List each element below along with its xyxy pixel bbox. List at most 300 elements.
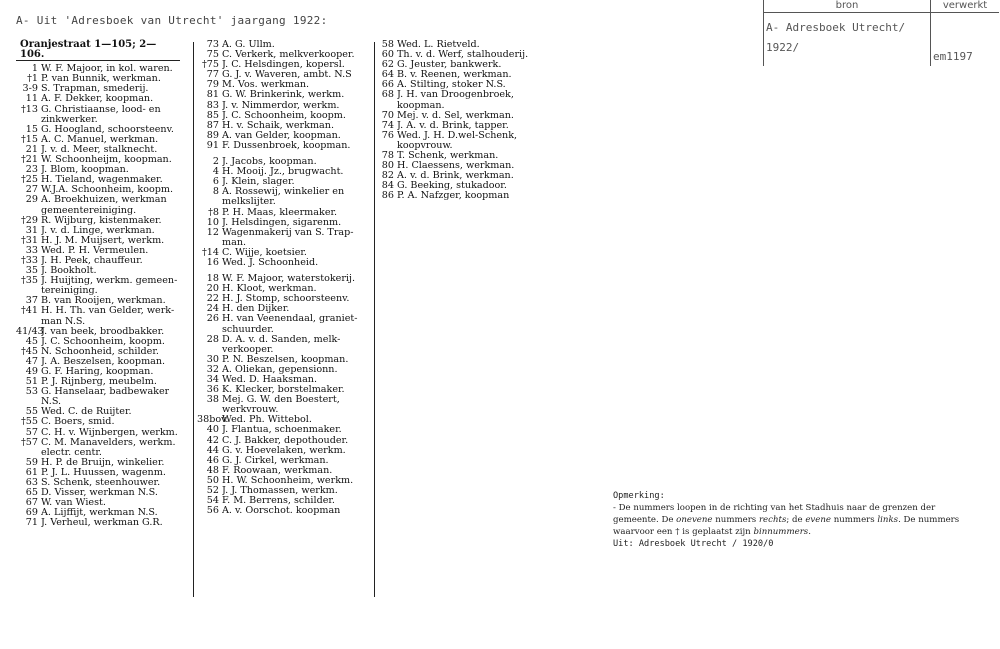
house-number: 41/43: [16, 325, 44, 337]
house-number: 61: [25, 466, 38, 478]
directory-entry: [16, 145, 191, 155]
resident-entry-continuation: verkooper.: [222, 343, 274, 355]
resident-entry: J. J. Thomassen, werkm.: [222, 486, 338, 497]
resident-entry: G. Christiaanse, lood- en: [41, 104, 161, 115]
directory-entry: [16, 407, 191, 417]
directory-entry: [197, 60, 379, 70]
house-number: 34: [206, 374, 219, 385]
house-number: 89: [206, 129, 219, 141]
source-table: [763, 0, 999, 66]
resident-entry: B. v. Reenen, werkman.: [397, 70, 512, 81]
house-number: 65: [25, 487, 38, 499]
house-number: 68: [381, 89, 394, 101]
resident-entry: Mej. v. d. Sel, werkman.: [397, 110, 514, 121]
directory-entry: [197, 208, 379, 218]
house-number: 76: [381, 129, 394, 141]
house-number: 69: [25, 507, 38, 519]
directory-entry: [16, 64, 191, 74]
house-number: 71: [25, 517, 38, 529]
remark-line-2: gemeente. De onevene nummers rechts; de evene nummers links. De nummers: [613, 515, 960, 525]
resident-entry: J. Bookholt.: [41, 266, 97, 277]
resident-entry: G. Hoogland, schoorsteenv.: [41, 124, 174, 135]
house-number: †55: [20, 416, 38, 428]
directory-entry: [197, 80, 379, 90]
house-number: 4: [212, 166, 219, 178]
directory-entry: [372, 151, 552, 161]
house-number: †8: [208, 206, 219, 218]
resident-entry: R. Wijburg, kistenmaker.: [41, 215, 162, 226]
directory-entry: [16, 417, 191, 427]
resident-entry: W. Schoonheijm, koopman.: [41, 155, 172, 166]
resident-entry: T. Schenk, werkman.: [397, 151, 499, 162]
house-number: 38: [206, 394, 219, 406]
house-number: 80: [381, 160, 394, 172]
directory-entry: [197, 131, 379, 141]
source-column-header: bron: [763, 0, 930, 13]
house-number: †33: [20, 254, 38, 266]
resident-entry: A. F. Dekker, koopman.: [41, 94, 154, 105]
resident-entry: Wed. L. Rietveld.: [397, 40, 480, 50]
house-number: 28: [206, 333, 219, 345]
resident-entry-continuation: man.: [222, 236, 247, 248]
house-number: 81: [206, 89, 219, 101]
directory-column-3: [372, 40, 552, 202]
resident-entry: F. M. Berrens, schilder.: [222, 496, 335, 507]
resident-entry: F. Dussenbroek, koopman.: [222, 140, 351, 151]
directory-entry: [16, 518, 191, 528]
resident-entry: G. F. Haring, koopman.: [41, 367, 154, 377]
house-number: 75: [206, 49, 219, 61]
directory-entry: [16, 498, 191, 508]
house-number: 16: [206, 256, 219, 268]
house-number: 78: [381, 150, 394, 162]
directory-entry: [197, 506, 379, 516]
house-number: 11: [25, 93, 38, 105]
house-number: 87: [206, 119, 219, 131]
resident-entry-continuation: tereiniging.: [41, 285, 98, 297]
house-number: 27: [25, 184, 38, 196]
directory-entry: [197, 456, 379, 466]
resident-entry: H. den Dijker.: [222, 304, 290, 315]
house-number: 46: [206, 454, 219, 466]
resident-entry: J. Flantua, schoenmaker.: [222, 425, 342, 436]
resident-entry: A. Rossewij, winkelier en: [222, 187, 345, 198]
house-number: 44: [206, 444, 219, 456]
house-number: 26: [206, 313, 219, 325]
directory-column-2: [197, 40, 379, 516]
directory-entry: [197, 436, 379, 446]
directory-entry: [16, 256, 191, 266]
resident-entry: J. v. Nimmerdor, werkm.: [222, 100, 340, 111]
resident-entry: W. van Wiest.: [41, 498, 106, 509]
directory-entry: [197, 258, 379, 268]
street-title: Oranjestraat 1—105; 2—106.: [16, 40, 180, 61]
house-number: 86: [381, 190, 394, 202]
resident-entry: G. Beeking, stukadoor.: [397, 181, 507, 192]
resident-entry: G. W. Brinkerink, werkm.: [222, 90, 345, 101]
house-number: 18: [206, 273, 219, 285]
house-number: 62: [381, 59, 394, 71]
resident-entry: A. Oliekan, gepensionn.: [222, 364, 338, 375]
directory-entry: [372, 50, 552, 60]
house-number: †75: [201, 59, 219, 71]
directory-entry: [197, 101, 379, 111]
resident-entry: J. C. Schoonheim, koopm.: [41, 336, 165, 347]
resident-entry: D. Visser, werkman N.S.: [41, 488, 158, 499]
directory-entry: [16, 165, 191, 175]
house-number: †13: [20, 103, 38, 115]
house-number: 20: [206, 283, 219, 295]
source-value: A- Adresboek Utrecht/ 1922/: [766, 21, 906, 54]
resident-entry: J. Verheul, werkman G.R.: [41, 518, 163, 529]
page-header: A- Uit 'Adresboek van Utrecht' jaargang 1922:: [16, 14, 328, 27]
resident-entry: J. van beek, broodbakker.: [41, 326, 165, 337]
directory-entry: [372, 191, 552, 201]
directory-entry: [16, 347, 191, 357]
house-number: 15: [25, 123, 38, 135]
resident-entry: P. N. Beszelsen, koopman.: [222, 354, 349, 365]
remark-line-3: waarvoor een † is geplaatst zijn binnummers.: [613, 527, 811, 537]
house-number: 30: [206, 353, 219, 365]
resident-entry: C. Verkerk, melkverkooper.: [222, 50, 355, 61]
resident-entry: A. Stilting, stoker N.S.: [397, 80, 506, 91]
house-number: 10: [206, 216, 219, 228]
resident-entry-continuation: zinkwerker.: [41, 113, 98, 125]
resident-entry: P. J. Rijnberg, meubelm.: [41, 377, 157, 388]
directory-entry: [197, 167, 379, 177]
house-number: 53: [25, 386, 38, 398]
directory-entry: [197, 70, 379, 80]
resident-entry: W. F. Majoor, in kol. waren.: [41, 64, 173, 75]
remark-line-1: - De nummers loopen in de richting van het Stadhuis naar de grenzen der: [613, 503, 936, 513]
resident-entry: Th. v. d. Werf, stalhouderij.: [397, 50, 529, 61]
resident-entry: H. J. Stomp, schoorsteenv.: [222, 294, 350, 305]
house-number: 84: [381, 180, 394, 192]
directory-entry: [16, 367, 191, 377]
resident-entry: G. Jeuster, bankwerk.: [397, 60, 502, 71]
resident-entry: J. C. Helsdingen, kopersl.: [222, 60, 345, 71]
house-number: 77: [206, 69, 219, 81]
directory-entry: [197, 90, 379, 100]
house-number: 22: [206, 293, 219, 305]
directory-entry: [16, 185, 191, 195]
directory-entry: [197, 365, 379, 375]
remark-source: Uit: Adresboek Utrecht / 1920/0: [613, 539, 774, 549]
resident-entry-continuation: schuurder.: [222, 323, 274, 335]
house-number: 47: [25, 355, 38, 367]
house-number: 67: [25, 497, 38, 509]
house-number: 63: [25, 477, 38, 489]
directory-entry: [16, 175, 191, 185]
resident-entry-continuation: N.S.: [41, 396, 62, 408]
resident-entry: W. F. Majoor, waterstokerij.: [222, 274, 356, 285]
directory-entry: [197, 466, 379, 476]
resident-entry: H. P. de Bruijn, winkelier.: [41, 457, 165, 468]
resident-entry: J. C. Schoonheim, koopm.: [222, 110, 346, 121]
house-number: †15: [20, 133, 38, 145]
resident-entry: C. M. Manavelders, werkm.: [41, 437, 176, 448]
house-number: 8: [212, 186, 219, 198]
house-number: †29: [20, 214, 38, 226]
directory-entry: [197, 274, 379, 284]
house-number: 35: [25, 265, 38, 277]
resident-entry: J. A. v. d. Brink, tapper.: [397, 120, 509, 131]
directory-entry: [372, 111, 552, 121]
house-number: 33: [25, 244, 38, 256]
house-number: 12: [206, 226, 219, 238]
resident-entry: Mej. G. W. den Boestert,: [222, 395, 340, 406]
resident-entry: S. Trapman, smederij.: [41, 84, 149, 95]
house-number: 54: [206, 495, 219, 507]
scanned-directory-page: [16, 40, 546, 600]
directory-entry: [372, 171, 552, 181]
directory-entry: [197, 476, 379, 486]
house-number: †31: [20, 234, 38, 246]
house-number: 38bov.: [197, 414, 229, 426]
directory-entry: [16, 216, 191, 226]
resident-entry: H. W. Schoonheim, werkm.: [222, 475, 354, 486]
directory-entry: [197, 284, 379, 294]
directory-entry: [197, 304, 379, 314]
resident-entry-continuation: koopvrouw.: [397, 139, 453, 151]
resident-entry: Wed. J. H. D.wel-Schenk,: [397, 130, 518, 141]
directory-entry: [16, 357, 191, 367]
resident-entry: H. Tieland, wagenmaker.: [41, 175, 163, 186]
resident-entry: S. Schenk, steenhouwer.: [41, 478, 161, 489]
directory-entry: [197, 111, 379, 121]
resident-entry: N. Schoonheid, schilder.: [41, 346, 159, 357]
house-number: 57: [25, 426, 38, 438]
directory-entry: [16, 226, 191, 236]
resident-entry: J. v. d. Linge, werkman.: [41, 225, 155, 236]
directory-entry: [197, 486, 379, 496]
house-number: 48: [206, 464, 219, 476]
house-number: †57: [20, 436, 38, 448]
resident-entry: H. Kloot, werkman.: [222, 284, 317, 295]
resident-entry-continuation: electr. centr.: [41, 446, 102, 458]
house-number: 3-9: [22, 83, 38, 95]
directory-entry: [197, 40, 379, 50]
directory-entry: [16, 478, 191, 488]
directory-entry: [16, 195, 191, 205]
house-number: †14: [201, 246, 219, 258]
directory-entry: [372, 161, 552, 171]
resident-entry: J. Helsdingen, sigarenm.: [222, 217, 342, 228]
house-number: †45: [20, 345, 38, 357]
resident-entry: C. Wijje, koetsier.: [222, 247, 307, 258]
house-number: 52: [206, 485, 219, 497]
house-number: 1: [31, 63, 38, 75]
house-number: 73: [206, 39, 219, 50]
resident-entry: Wed. C. de Ruijter.: [41, 407, 132, 418]
house-number: 56: [206, 505, 219, 517]
house-number: 31: [25, 224, 38, 236]
resident-entry: M. Vos. werkman.: [222, 80, 310, 91]
resident-entry: P. H. Maas, kleermaker.: [222, 207, 338, 218]
house-number: 40: [206, 424, 219, 436]
house-number: 32: [206, 363, 219, 375]
directory-entry: [197, 218, 379, 228]
resident-entry: J. H. Peek, chauffeur.: [41, 255, 143, 266]
resident-entry: P. A. Nafzger, koopman: [397, 191, 510, 202]
resident-entry: H. v. Schaik, werkman.: [222, 120, 335, 131]
resident-entry: Wed. J. Schoonheid.: [222, 257, 319, 268]
directory-entry: [16, 296, 191, 306]
resident-entry: P. J. L. Huussen, wagenm.: [41, 467, 166, 478]
directory-entry: [197, 157, 379, 167]
directory-entry: [197, 141, 379, 151]
directory-entry: [16, 94, 191, 104]
resident-entry-continuation: melkslijter.: [222, 196, 276, 208]
resident-entry: G. J. Cirkel, werkman.: [222, 455, 329, 466]
directory-entry: [372, 40, 552, 50]
resident-entry: A. G. Ullm.: [222, 40, 275, 50]
house-number: 6: [212, 176, 219, 188]
processed-column-header: verwerkt: [930, 0, 999, 13]
resident-entry: H. J. M. Muijsert, werkm.: [41, 235, 165, 246]
directory-entry: [197, 446, 379, 456]
directory-entry: [16, 337, 191, 347]
house-number: 36: [206, 384, 219, 396]
directory-entry: [197, 496, 379, 506]
house-number: 42: [206, 434, 219, 446]
directory-entry: [16, 135, 191, 145]
resident-entry: G. Hanselaar, badbewaker: [41, 387, 170, 398]
directory-entry: [16, 488, 191, 498]
directory-entry: [372, 80, 552, 90]
remark-title: Opmerking:: [613, 491, 665, 501]
house-number: 66: [381, 79, 394, 91]
remark-note: [613, 490, 983, 550]
directory-entry: [197, 121, 379, 131]
resident-entry: K. Klecker, borstelmaker.: [222, 385, 345, 396]
house-number: 29: [25, 194, 38, 206]
resident-entry: A. Broekhuizen, werkman: [41, 195, 167, 206]
house-number: 59: [25, 456, 38, 468]
house-number: 60: [381, 49, 394, 61]
house-number: 91: [206, 139, 219, 151]
resident-entry: G. J. v. Waveren, ambt. N.S: [222, 70, 352, 81]
resident-entry: A. Lijffijt, werkman N.S.: [41, 508, 158, 519]
house-number: 74: [381, 119, 394, 131]
resident-entry: C. Boers, smid.: [41, 417, 115, 428]
directory-entry: [16, 74, 191, 84]
house-number: 45: [25, 335, 38, 347]
directory-entry: [16, 377, 191, 387]
resident-entry: J. Klein, slager.: [222, 177, 295, 188]
resident-entry: Wed. Ph. Wittebol.: [222, 415, 312, 426]
house-number: †25: [20, 174, 38, 186]
directory-entry: [197, 177, 379, 187]
house-number: 37: [25, 295, 38, 307]
house-number: 21: [25, 143, 38, 155]
house-number: 50: [206, 474, 219, 486]
directory-entry: [197, 355, 379, 365]
house-number: 51: [25, 376, 38, 388]
resident-entry: J. Blom, koopman.: [41, 165, 129, 176]
directory-entry: [16, 508, 191, 518]
house-number: 83: [206, 99, 219, 111]
directory-entry: [16, 84, 191, 94]
directory-entry: [16, 266, 191, 276]
directory-entry: [16, 458, 191, 468]
house-number: †35: [20, 275, 38, 287]
resident-entry: J. Huijting, werkm. gemeen-: [41, 276, 178, 287]
directory-entry: [16, 428, 191, 438]
directory-entry: [372, 121, 552, 131]
resident-entry: A. van Gelder, koopman.: [222, 130, 341, 141]
processed-value: em1197: [933, 50, 973, 63]
resident-entry-continuation: koopman.: [397, 99, 445, 111]
resident-entry: Wed. P. H. Vermeulen.: [41, 245, 149, 256]
directory-entry: [197, 248, 379, 258]
house-number: †1: [27, 73, 38, 85]
resident-entry-continuation: gemeentereiniging.: [41, 204, 137, 216]
house-number: †41: [20, 305, 38, 317]
house-number: 70: [381, 109, 394, 121]
house-number: 82: [381, 170, 394, 182]
directory-entry: [16, 327, 191, 337]
resident-entry: H. Mooij. Jz., brugwacht.: [222, 167, 344, 178]
house-number: 85: [206, 109, 219, 121]
resident-entry: A. v. Oorschot. koopman: [222, 506, 341, 517]
house-number: 64: [381, 69, 394, 81]
directory-entry: [16, 468, 191, 478]
resident-entry-continuation: werkvrouw.: [222, 404, 279, 416]
resident-entry: F. Roowaan, werkman.: [222, 465, 333, 476]
resident-entry-continuation: man N.S.: [41, 315, 86, 327]
house-number: 2: [212, 156, 219, 168]
directory-entry: [197, 50, 379, 60]
directory-entry: [197, 385, 379, 395]
resident-entry: Wagenmakerij van S. Trap-: [222, 227, 354, 238]
resident-entry: A. C. Manuel, werkman.: [41, 134, 159, 145]
resident-entry: J. v. d. Meer, stalknecht.: [41, 144, 158, 155]
resident-entry: J. Jacobs, koopman.: [222, 157, 317, 168]
house-number: 49: [25, 366, 38, 377]
directory-entry: [197, 294, 379, 304]
directory-entry: [16, 155, 191, 165]
resident-entry: P. van Bunnik, werkman.: [41, 74, 161, 85]
house-number: 23: [25, 164, 38, 176]
resident-entry: G. v. Hoevelaken, werkm.: [222, 445, 346, 456]
resident-entry: H. Claessens, werkman.: [397, 161, 515, 172]
directory-entry: [16, 246, 191, 256]
directory-entry: [197, 415, 379, 425]
directory-entry: [372, 181, 552, 191]
resident-entry: C. J. Bakker, depothouder.: [222, 435, 349, 446]
resident-entry: H. van Veenendaal, graniet-: [222, 314, 358, 325]
resident-entry: Wed. D. Haaksman.: [222, 375, 318, 385]
resident-entry: C. H. v. Wijnbergen, werkm.: [41, 427, 178, 438]
directory-entry: [372, 70, 552, 80]
resident-entry: D. A. v. d. Sanden, melk-: [222, 334, 341, 345]
directory-entry: [197, 375, 379, 385]
directory-column-1: [16, 40, 191, 529]
house-number: 24: [206, 303, 219, 315]
house-number: 79: [206, 79, 219, 91]
resident-entry: J. H. van Droogenbroek,: [397, 90, 514, 101]
resident-entry: W.J.A. Schoonheim, koopm.: [41, 185, 174, 196]
resident-entry: J. A. Beszelsen, koopman.: [41, 356, 166, 367]
directory-entry: [16, 236, 191, 246]
directory-entry: [197, 425, 379, 435]
resident-entry: B. van Rooijen, werkman.: [41, 296, 166, 307]
house-number: 58: [381, 39, 394, 50]
house-number: †21: [20, 154, 38, 166]
directory-entry: [16, 125, 191, 135]
resident-entry: A. v. d. Brink, werkman.: [397, 171, 514, 182]
